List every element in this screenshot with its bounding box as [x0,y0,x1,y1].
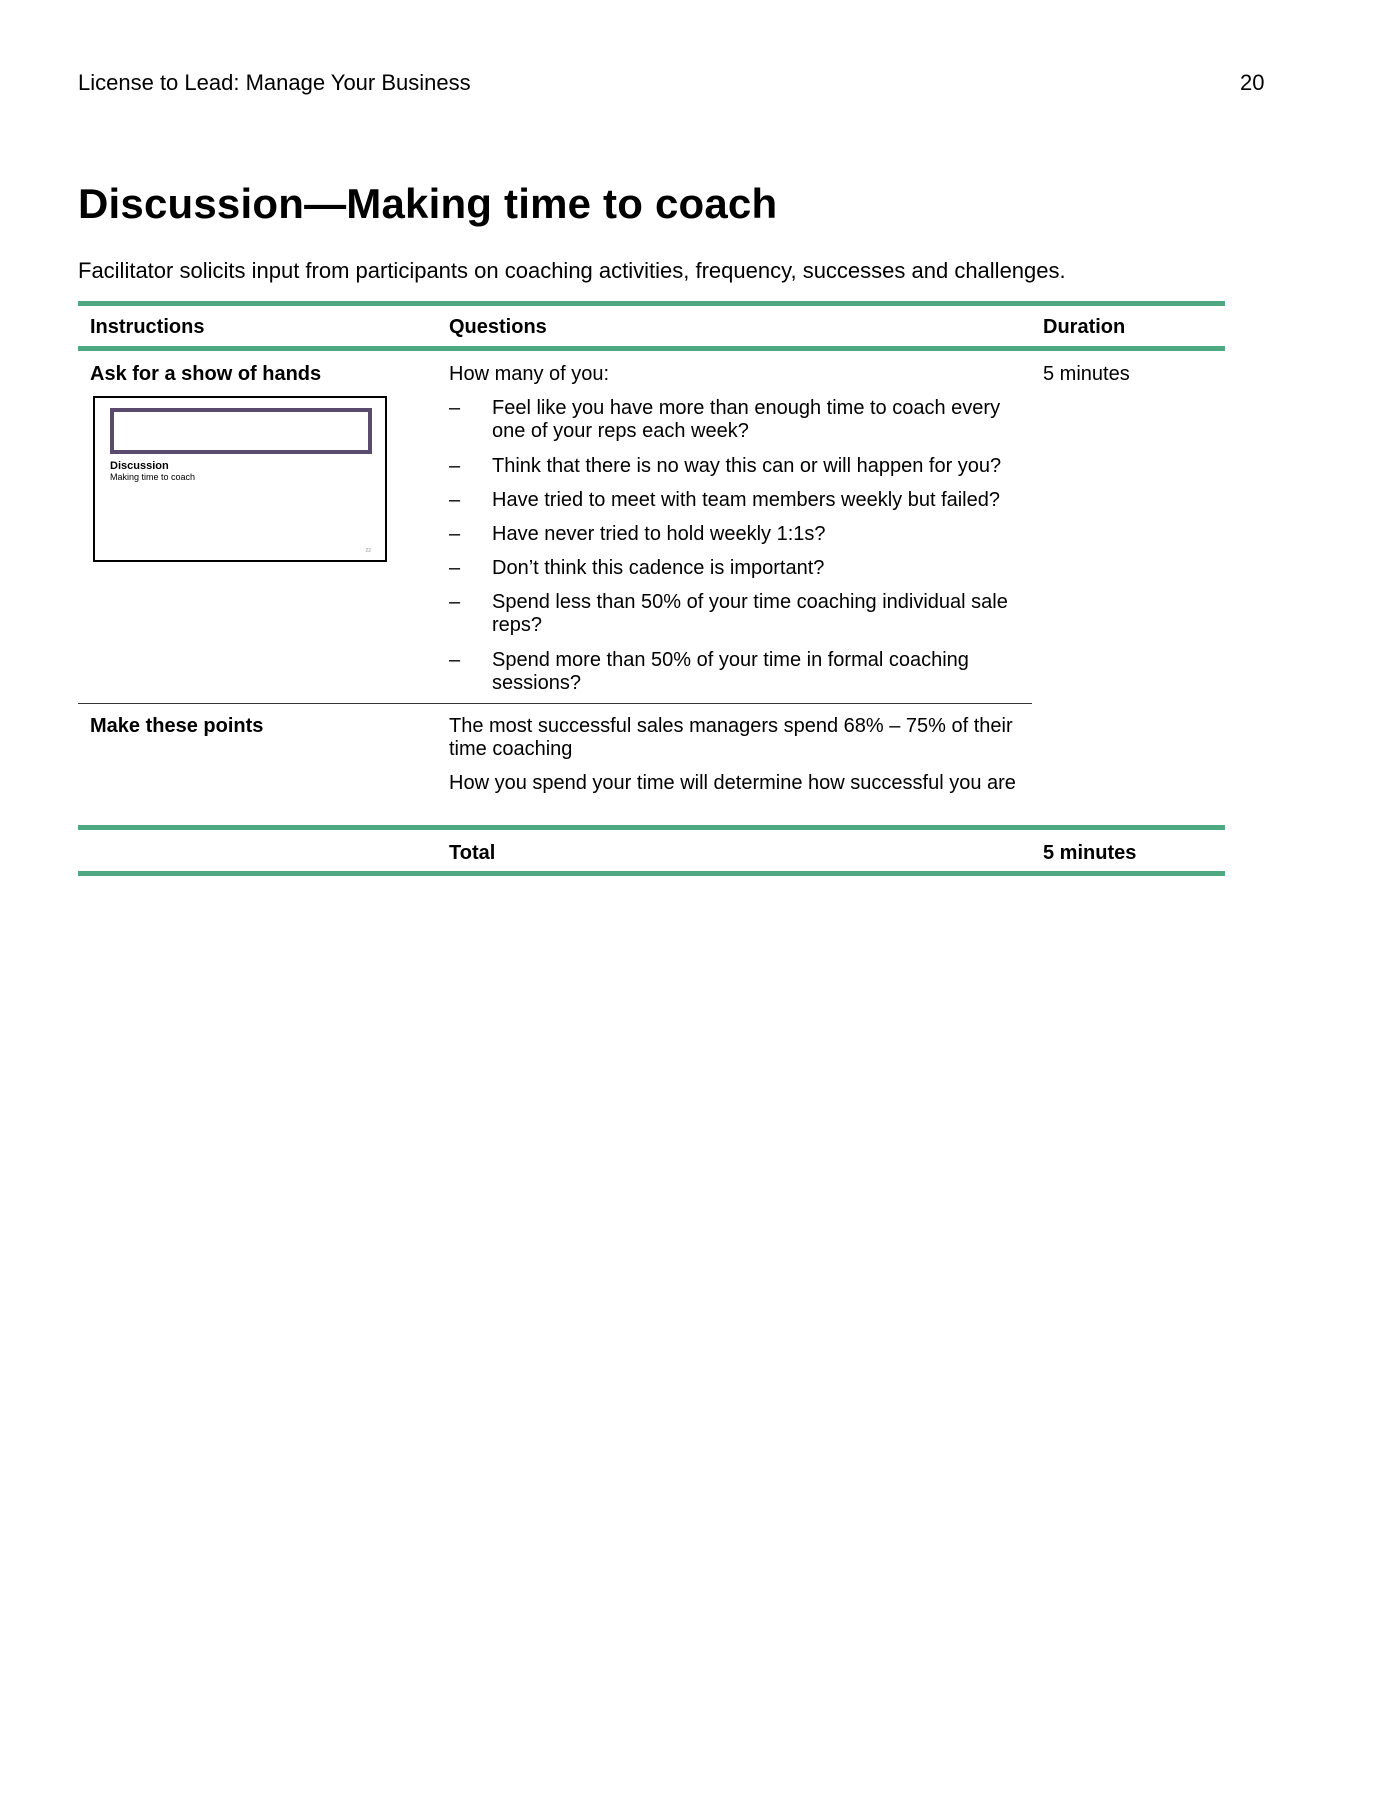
list-item [449,523,1019,546]
question-text: Feel like you have more than enough time to coach every one of your reps each week? [492,397,1001,442]
total-duration: 5 minutes [1043,842,1137,864]
dash-bullet: – [449,455,461,477]
list-item [449,591,1019,637]
instruction-label: Make these points [90,715,264,737]
page-number: 20 [1240,70,1265,95]
dash-bullet: – [449,591,461,613]
question-text: Spend less than 50% of your time coaching individual sale reps? [492,591,1008,636]
slide-title-frame [110,408,372,454]
instruction-label: Ask for a show of hands [90,363,322,385]
question-text: Have never tried to hold weekly 1:1s? [492,523,826,545]
column-header-duration: Duration [1043,316,1126,338]
list-item [449,649,1019,695]
dash-bullet: – [449,649,461,671]
intro-text: Facilitator solicits input from participants on coaching activities, frequency, successes and challenges. [78,258,1066,283]
slide-title: Discussion [110,460,169,472]
dash-bullet: – [449,397,461,419]
table-bottom-rule [78,871,1225,876]
column-header-instructions: Instructions [90,316,205,338]
question-lead: How many of you: [449,363,610,385]
column-header-questions: Questions [449,316,547,338]
question-text: Don’t think this cadence is important? [492,557,825,579]
total-top-rule [78,825,1225,830]
point-text: How you spend your time will determine how successful you are [449,772,1016,794]
point-text: The most successful sales managers spend 68% – 75% of their time coaching [449,715,1013,760]
list-item [449,455,1019,478]
slide-subtitle: Making time to coach [110,472,196,482]
question-text: Have tried to meet with team members weekly but failed? [492,489,1000,511]
slide-number: 22 [365,548,371,554]
header-bottom-rule [78,346,1225,351]
duration-value: 5 minutes [1043,363,1130,385]
row-divider [78,703,1032,704]
dash-bullet: – [449,557,461,579]
page-title: Discussion—Making time to coach [78,180,778,227]
table-top-rule [78,301,1225,306]
running-header: License to Lead: Manage Your Business [78,70,471,95]
dash-bullet: – [449,523,461,545]
question-text: Think that there is no way this can or will happen for you? [492,455,1002,477]
list-item [449,489,1019,512]
dash-bullet: – [449,489,461,511]
total-label: Total [449,842,496,864]
list-item [449,397,1019,443]
question-text: Spend more than 50% of your time in formal coaching sessions? [492,649,969,694]
list-item [449,557,1019,580]
slide-thumbnail [93,396,387,562]
